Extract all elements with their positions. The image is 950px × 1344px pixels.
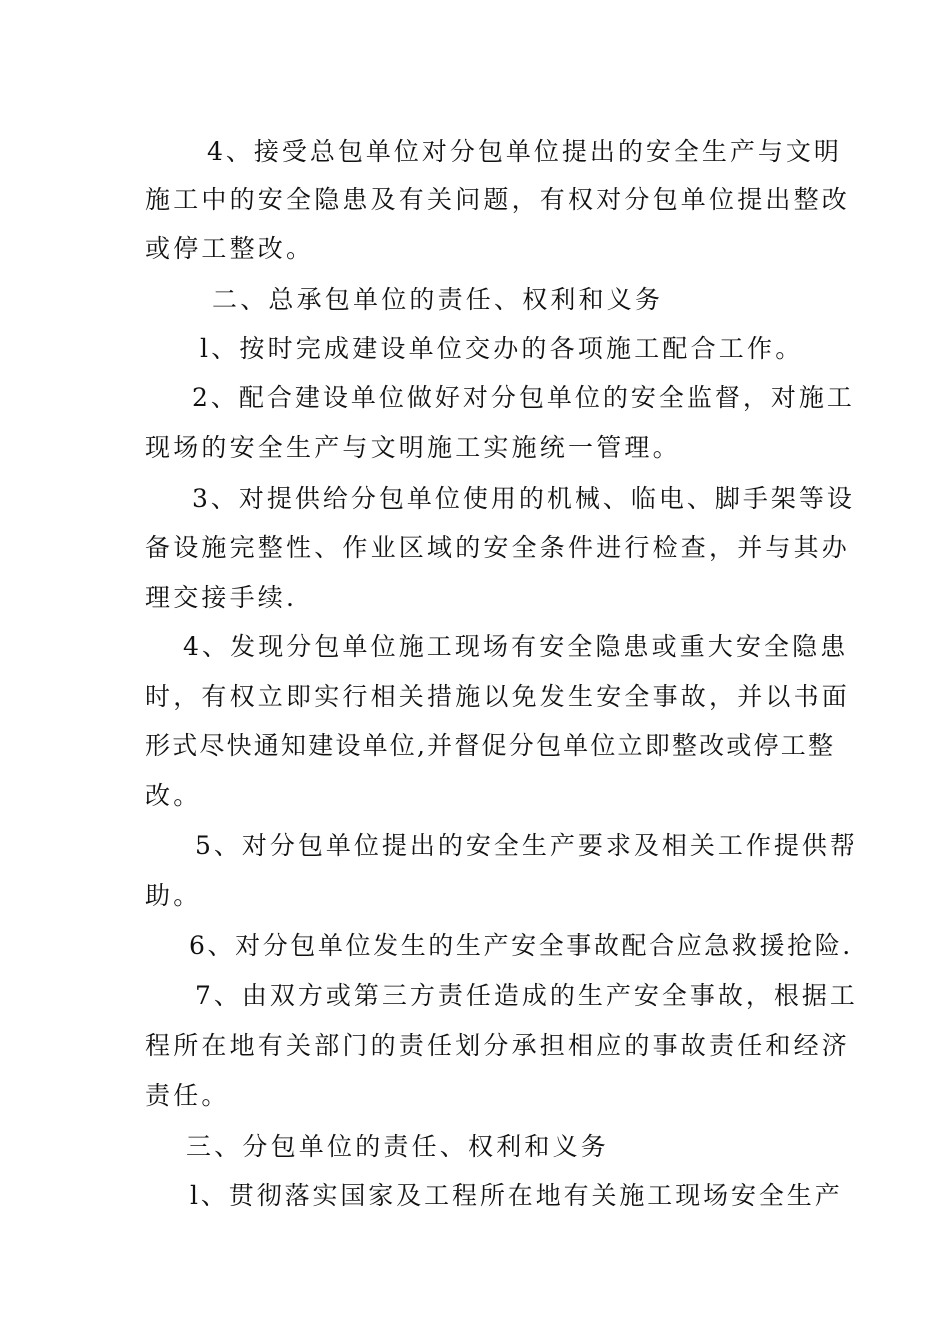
paragraph-line: 6、对分包单位发生的生产安全事故配合应急救援抢险. [189, 931, 853, 960]
paragraph-line: 3、对提供给分包单位使用的机械、临电、脚手架等设 [192, 484, 855, 513]
paragraph-line: l、贯彻落实国家及工程所在地有关施工现场安全生产 [190, 1181, 843, 1210]
paragraph-line: 时，有权立即实行相关措施以免发生安全事故，并以书面 [145, 682, 851, 711]
paragraph-line: 或停工整改。 [145, 234, 315, 263]
paragraph-line: 4、接受总包单位对分包单位提出的安全生产与文明 [207, 137, 842, 166]
paragraph-line: l、按时完成建设单位交办的各项施工配合工作。 [200, 334, 804, 363]
paragraph-line: 施工中的安全隐患及有关问题，有权对分包单位提出整改 [145, 185, 851, 214]
paragraph-line: 4、发现分包单位施工现场有安全隐患或重大安全隐患 [183, 632, 849, 661]
paragraph-line: 现场的安全生产与文明施工实施统一管理。 [145, 433, 681, 462]
paragraph-line: 改。 [145, 781, 202, 810]
section-heading: 二、总承包单位的责任、权利和义务 [212, 285, 664, 314]
paragraph-line: 理交接手续. [145, 583, 298, 612]
paragraph-line: 责任。 [145, 1081, 230, 1110]
paragraph-line: 备设施完整性、作业区域的安全条件进行检查，并与其办 [145, 533, 851, 562]
paragraph-line: 程所在地有关部门的责任划分承担相应的事故责任和经济 [145, 1031, 851, 1060]
paragraph-line: 2、配合建设单位做好对分包单位的安全监督，对施工 [192, 383, 855, 412]
paragraph-line: 5、对分包单位提出的安全生产要求及相关工作提供帮 [195, 831, 858, 860]
paragraph-line: 7、由双方或第三方责任造成的生产安全事故，根据工 [195, 981, 858, 1010]
paragraph-line: 助。 [145, 881, 202, 910]
section-heading: 三、分包单位的责任、权利和义务 [186, 1132, 610, 1161]
paragraph-line: 形式尽快通知建设单位,并督促分包单位立即整改或停工整 [145, 731, 836, 760]
